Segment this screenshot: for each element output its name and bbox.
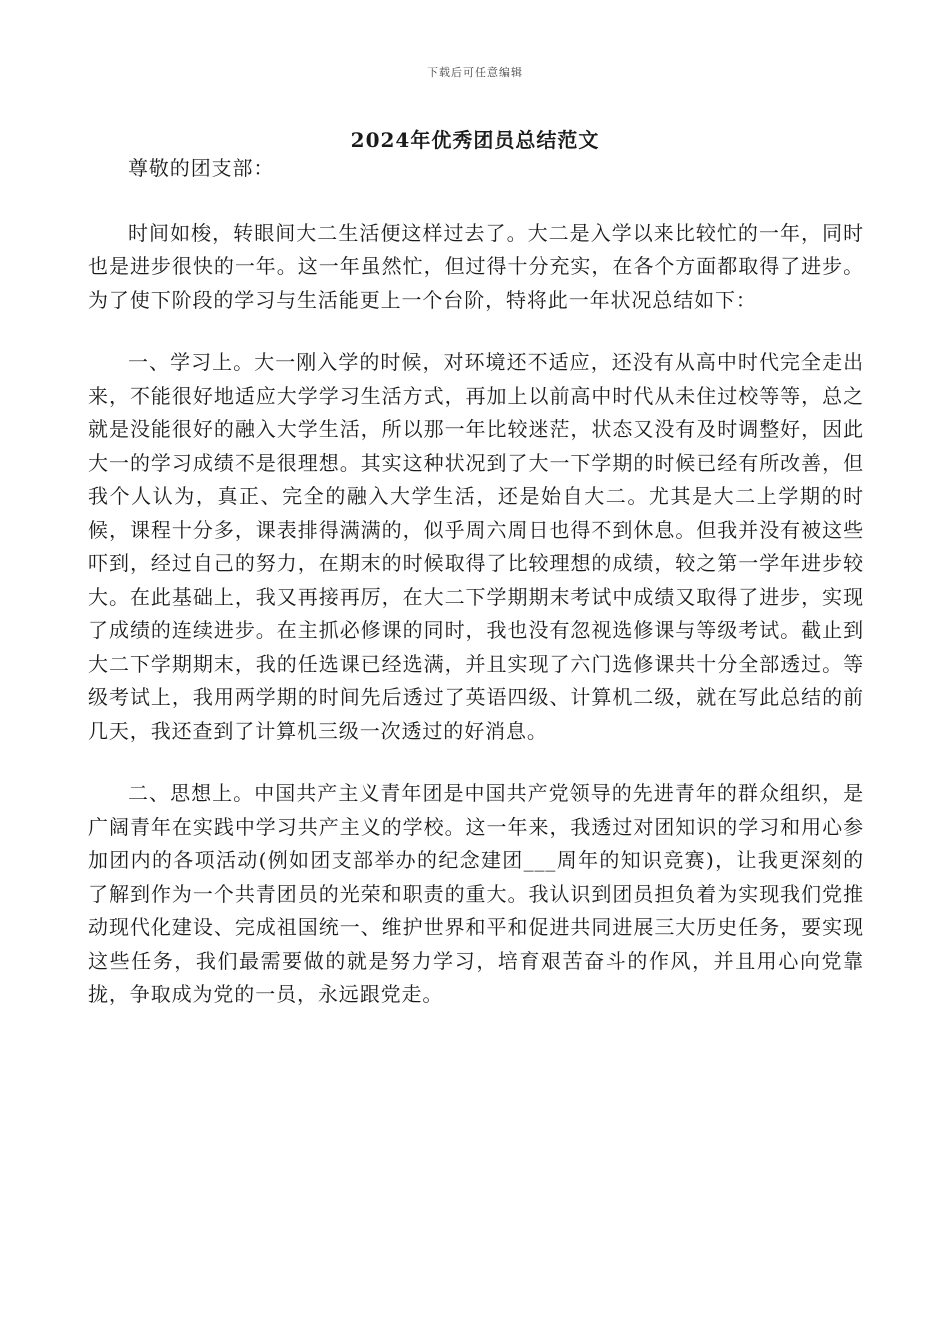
paragraph-study: 一、学习上。大一刚入学的时候，对环境还不适应，还没有从高中时代完全走出来，不能很好地适应大学学习生活方式，再加上以前高中时代从未住过校等等，总之就是没能很好的融入大学生活，所以那一年比较迷茫，状态又没有及时调整好，因此大一的学习成绩不是很理想。其实这种状况到了大一下学期的时候已经有所改善，但我个人认为，真正、完全的融入大学生活，还是始自大二。尤其是大二上学期的时候，课程十分多，课表排得满满的，似乎周六周日也得不到休息。但我并没有被这些吓到，经过自己的努力，在期末的时候取得了比较理想的成绩，较之第一学年进步较大。在此基础上，我又再接再厉，在大二下学期期末考试中成绩又取得了进步，实现了成绩的连续进步。在主抓必修课的同时，我也没有忽视选修课与等级考试。截止到大二下学期期末，我的任选课已经选满，并且实现了六门选修课共十分全部透过。等级考试上，我用两学期的时间先后透过了英语四级、计算机二级，就在写此总结的前几天，我还查到了计算机三级一次透过的好消息。 [88,350,864,743]
salutation: 尊敬的团支部： [128,156,275,180]
document-body [88,152,864,1041]
document-title: 2024年优秀团员总结范文 [350,128,600,152]
paragraph-intro: 时间如梭，转眼间大二生活便这样过去了。大二是入学以来比较忙的一年，同时也是进步很快的一年。这一年虽然忙，但过得十分充实，在各个方面都取得了进步。为了使下阶段的学习与生活能更上一个台阶，特将此一年状况总结如下： [88,220,864,312]
header-note: 下载后可任意编辑 [427,66,523,79]
paragraph-thought: 二、思想上。中国共产主义青年团是中国共产党领导的先进青年的群众组织，是广阔青年在实践中学习共产主义的学校。这一年来，我透过对团知识的学习和用心参加团内的各项活动(例如团支部举办的纪念建团___周年的知识竞赛)，让我更深刻的了解到作为一个共青团员的光荣和职责的重大。我认识到团员担负着为实现我们党推动现代化建设、完成祖国统一、维护世界和平和促进共同进展三大历史任务，要实现这些任务，我们最需要做的就是努力学习，培育艰苦奋斗的作风，并且用心向党靠拢，争取成为党的一员，永远跟党走。 [88,781,864,1006]
